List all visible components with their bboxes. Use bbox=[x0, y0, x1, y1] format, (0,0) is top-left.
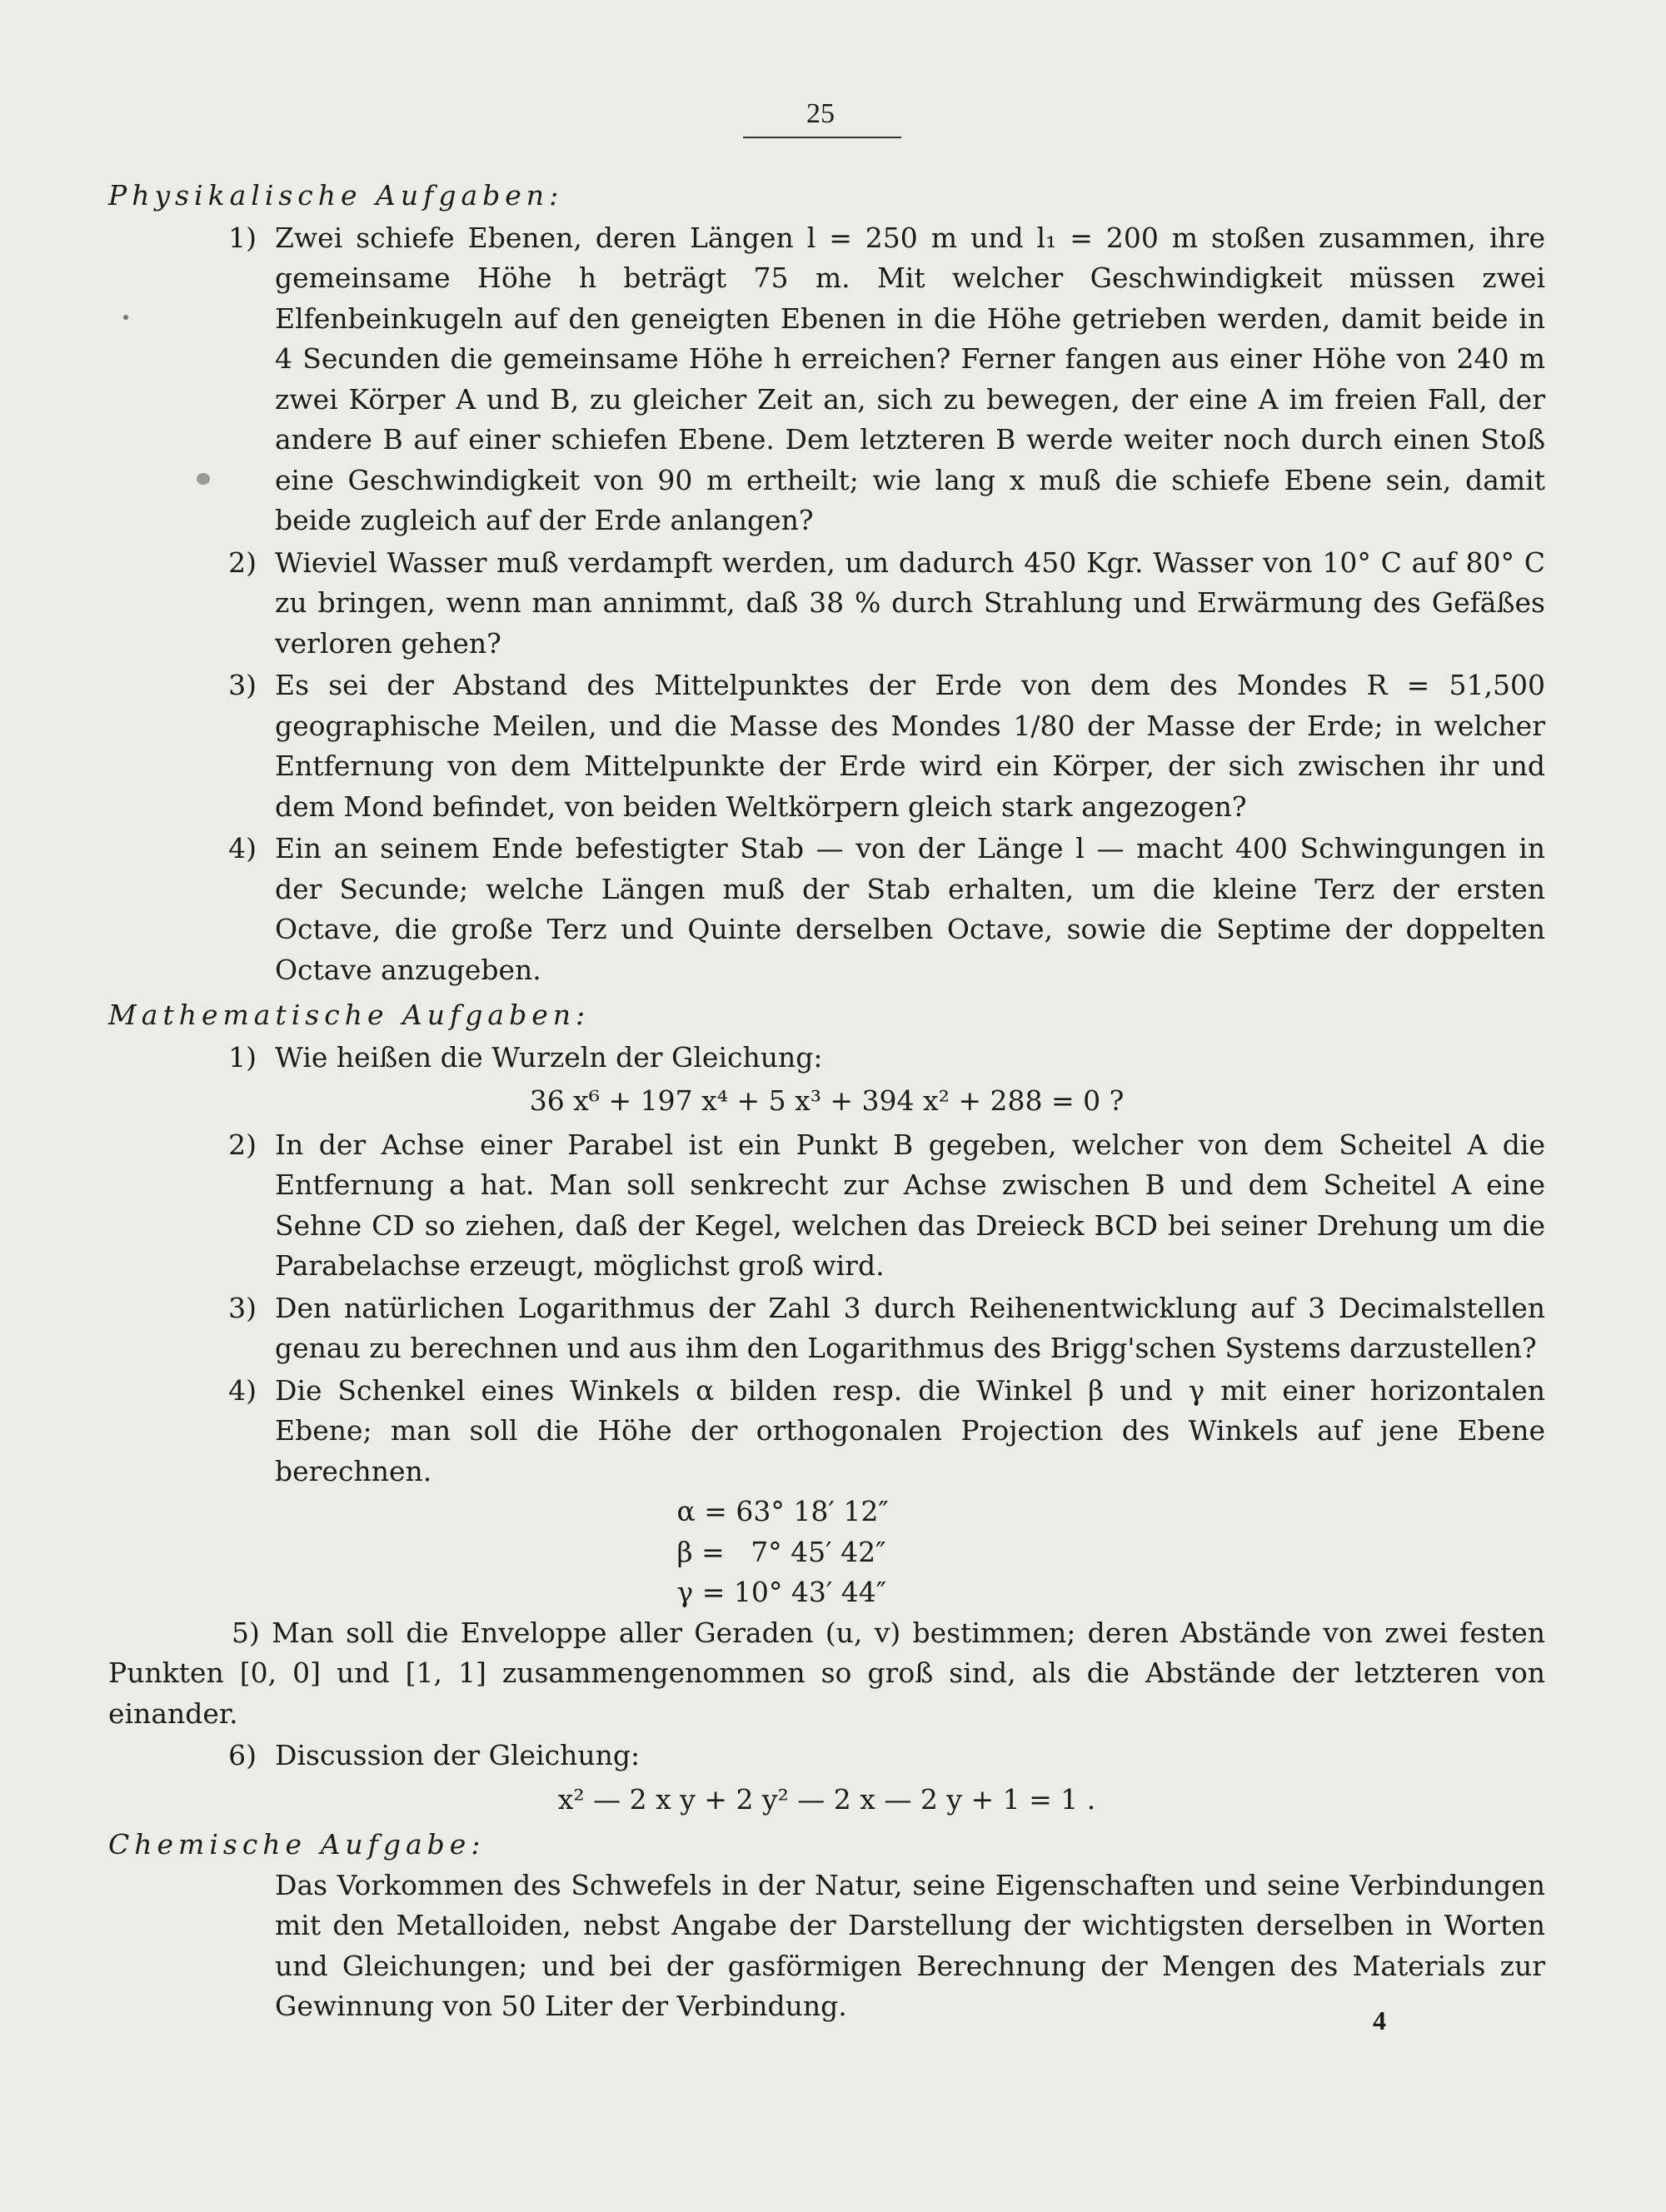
item-text: Wie heißen die Wurzeln der Gleichung: bbox=[275, 1040, 823, 1074]
equation-conic: x² — 2 x y + 2 y² — 2 x — 2 y + 1 = 1 . bbox=[557, 1782, 1096, 1816]
item-number: 4) bbox=[228, 1373, 257, 1407]
item-number: 1) bbox=[228, 221, 257, 254]
physics-item-2 bbox=[108, 543, 1545, 665]
item-text: In der Achse einer Parabel ist ein Punkt B gegeben, welcher von dem Scheitel A die Entfernung a hat. Man soll senkrecht zur Achse zwischen B und dem Scheitel A eine Sehne CD so ziehen, daß der Kegel, welchen das Dreieck BCD bei seiner Drehung um die Parabelachse erzeugt, möglichst groß wird. bbox=[275, 1128, 1545, 1282]
item-text: Es sei der Abstand des Mittelpunktes der Erde von dem des Mondes R = 51,500 geographische Meilen, und die Masse des Mondes 1/80 der Masse der Erde; in welcher Entfernung von dem Mittelpunkte der Erde wird ein Körper, der sich zwischen ihr und dem Mond befindet, von beiden Weltkörpern gleich stark angezogen? bbox=[275, 669, 1545, 823]
physics-item-3 bbox=[108, 665, 1545, 827]
angle-beta: β = 7° 45′ 42″ bbox=[676, 1535, 886, 1568]
physics-heading: Physikalische Aufgaben: bbox=[108, 179, 564, 212]
chemistry-heading: Chemische Aufgabe: bbox=[108, 1828, 486, 1861]
angle-alpha: α = 63° 18′ 12″ bbox=[676, 1495, 889, 1527]
sheet-number: 4 bbox=[1373, 2005, 1386, 2035]
angle-gamma: γ = 10° 43′ 44″ bbox=[676, 1576, 887, 1608]
item-text: Man soll die Enveloppe aller Geraden (u, v) bestimmen; deren Abstände von zwei festen Punkten [0, 0] und [1, 1] zusammengenommen so groß sind, als die Abstände der letzteren von einander. bbox=[108, 1616, 1545, 1730]
page-number: 25 bbox=[806, 98, 835, 129]
item-number: 6) bbox=[228, 1739, 257, 1771]
item-text: Wieviel Wasser muß verdampft werden, um dadurch 450 Kgr. Wasser von 10° C auf 80° C zu bringen, wenn man annimmt, daß 38 % durch Strahlung und Erwärmung des Gefäßes verloren gehen? bbox=[275, 546, 1545, 660]
physics-item-1 bbox=[108, 218, 1545, 541]
item-text: Ein an seinem Ende befestigter Stab — von der Länge l — macht 400 Schwingungen in der Secunde; welche Längen muß der Stab erhalten, um die kleine Terz der ersten Octave, die große Terz und Quinte derselben Octave, sowie die Septime der doppelten Octave anzugeben. bbox=[275, 832, 1545, 986]
math-item-6 bbox=[108, 1736, 1545, 1776]
math-heading: Mathematische Aufgaben: bbox=[108, 999, 591, 1031]
physics-item-4 bbox=[108, 829, 1545, 990]
page-number-rule bbox=[743, 137, 901, 138]
item-number: 4) bbox=[228, 832, 257, 864]
item-number: 5) bbox=[232, 1616, 260, 1649]
item-text: Den natürlichen Logarithmus der Zahl 3 durch Reihenentwicklung auf 3 Decimalstellen genau zu berechnen und aus ihm den Logarithmus des Brigg'schen Systems darzustellen? bbox=[275, 1291, 1545, 1364]
item-number: 3) bbox=[228, 669, 257, 701]
angle-values bbox=[677, 1492, 977, 1613]
chemistry-text: Das Vorkommen des Schwefels in der Natur, seine Eigenschaften und seine Verbindungen mit den Metalloiden, nebst Angabe der Darstellung der wichtigsten derselben in Worten und Gleichungen; und bei der gasförmigen Berechnung der Mengen des Materials zur Gewinnung von 50 Liter der Verbindung. bbox=[275, 1868, 1545, 2022]
math-item-5 bbox=[108, 1613, 1545, 1735]
item-number: 1) bbox=[228, 1040, 257, 1074]
item-text: Discussion der Gleichung: bbox=[275, 1739, 641, 1771]
item-number: 3) bbox=[228, 1291, 257, 1324]
math-item-3 bbox=[108, 1288, 1545, 1369]
page-content bbox=[108, 171, 1545, 2027]
equation-polynomial: 36 x⁶ + 197 x⁴ + 5 x³ + 394 x² + 288 = 0 ? bbox=[529, 1084, 1125, 1117]
item-text: Zwei schiefe Ebenen, deren Längen l = 250 m und l₁ = 200 m stoßen zusammen, ihre gemeinsame Höhe h beträgt 75 m. Mit welcher Geschwindigkeit müssen zwei Elfenbeinkugeln auf den geneigten Ebenen in die Höhe getrieben werden, damit beide in 4 Secunden die gemeinsame Höhe h erreichen? Ferner fangen aus einer Höhe von 240 m zwei Körper A und B, zu gleicher Zeit an, sich zu bewegen, der eine A im freien Fall, der andere B auf einer schiefen Ebene. Dem letzteren B werde weiter noch durch einen Stoß eine Geschwindigkeit von 90 m ertheilt; wie lang x muß die schiefe Ebene sein, damit beide zugleich auf der Erde anlangen? bbox=[275, 221, 1545, 536]
math-item-4 bbox=[108, 1371, 1545, 1492]
math-item-1 bbox=[108, 1038, 1545, 1079]
math-item-2 bbox=[108, 1125, 1545, 1287]
item-number: 2) bbox=[228, 546, 257, 579]
item-number: 2) bbox=[228, 1128, 257, 1161]
item-text: Die Schenkel eines Winkels α bilden resp. die Winkel β und γ mit einer horizontalen Ebene; man soll die Höhe der orthogonalen Projection des Winkels auf jene Ebene berechnen. bbox=[275, 1373, 1545, 1487]
